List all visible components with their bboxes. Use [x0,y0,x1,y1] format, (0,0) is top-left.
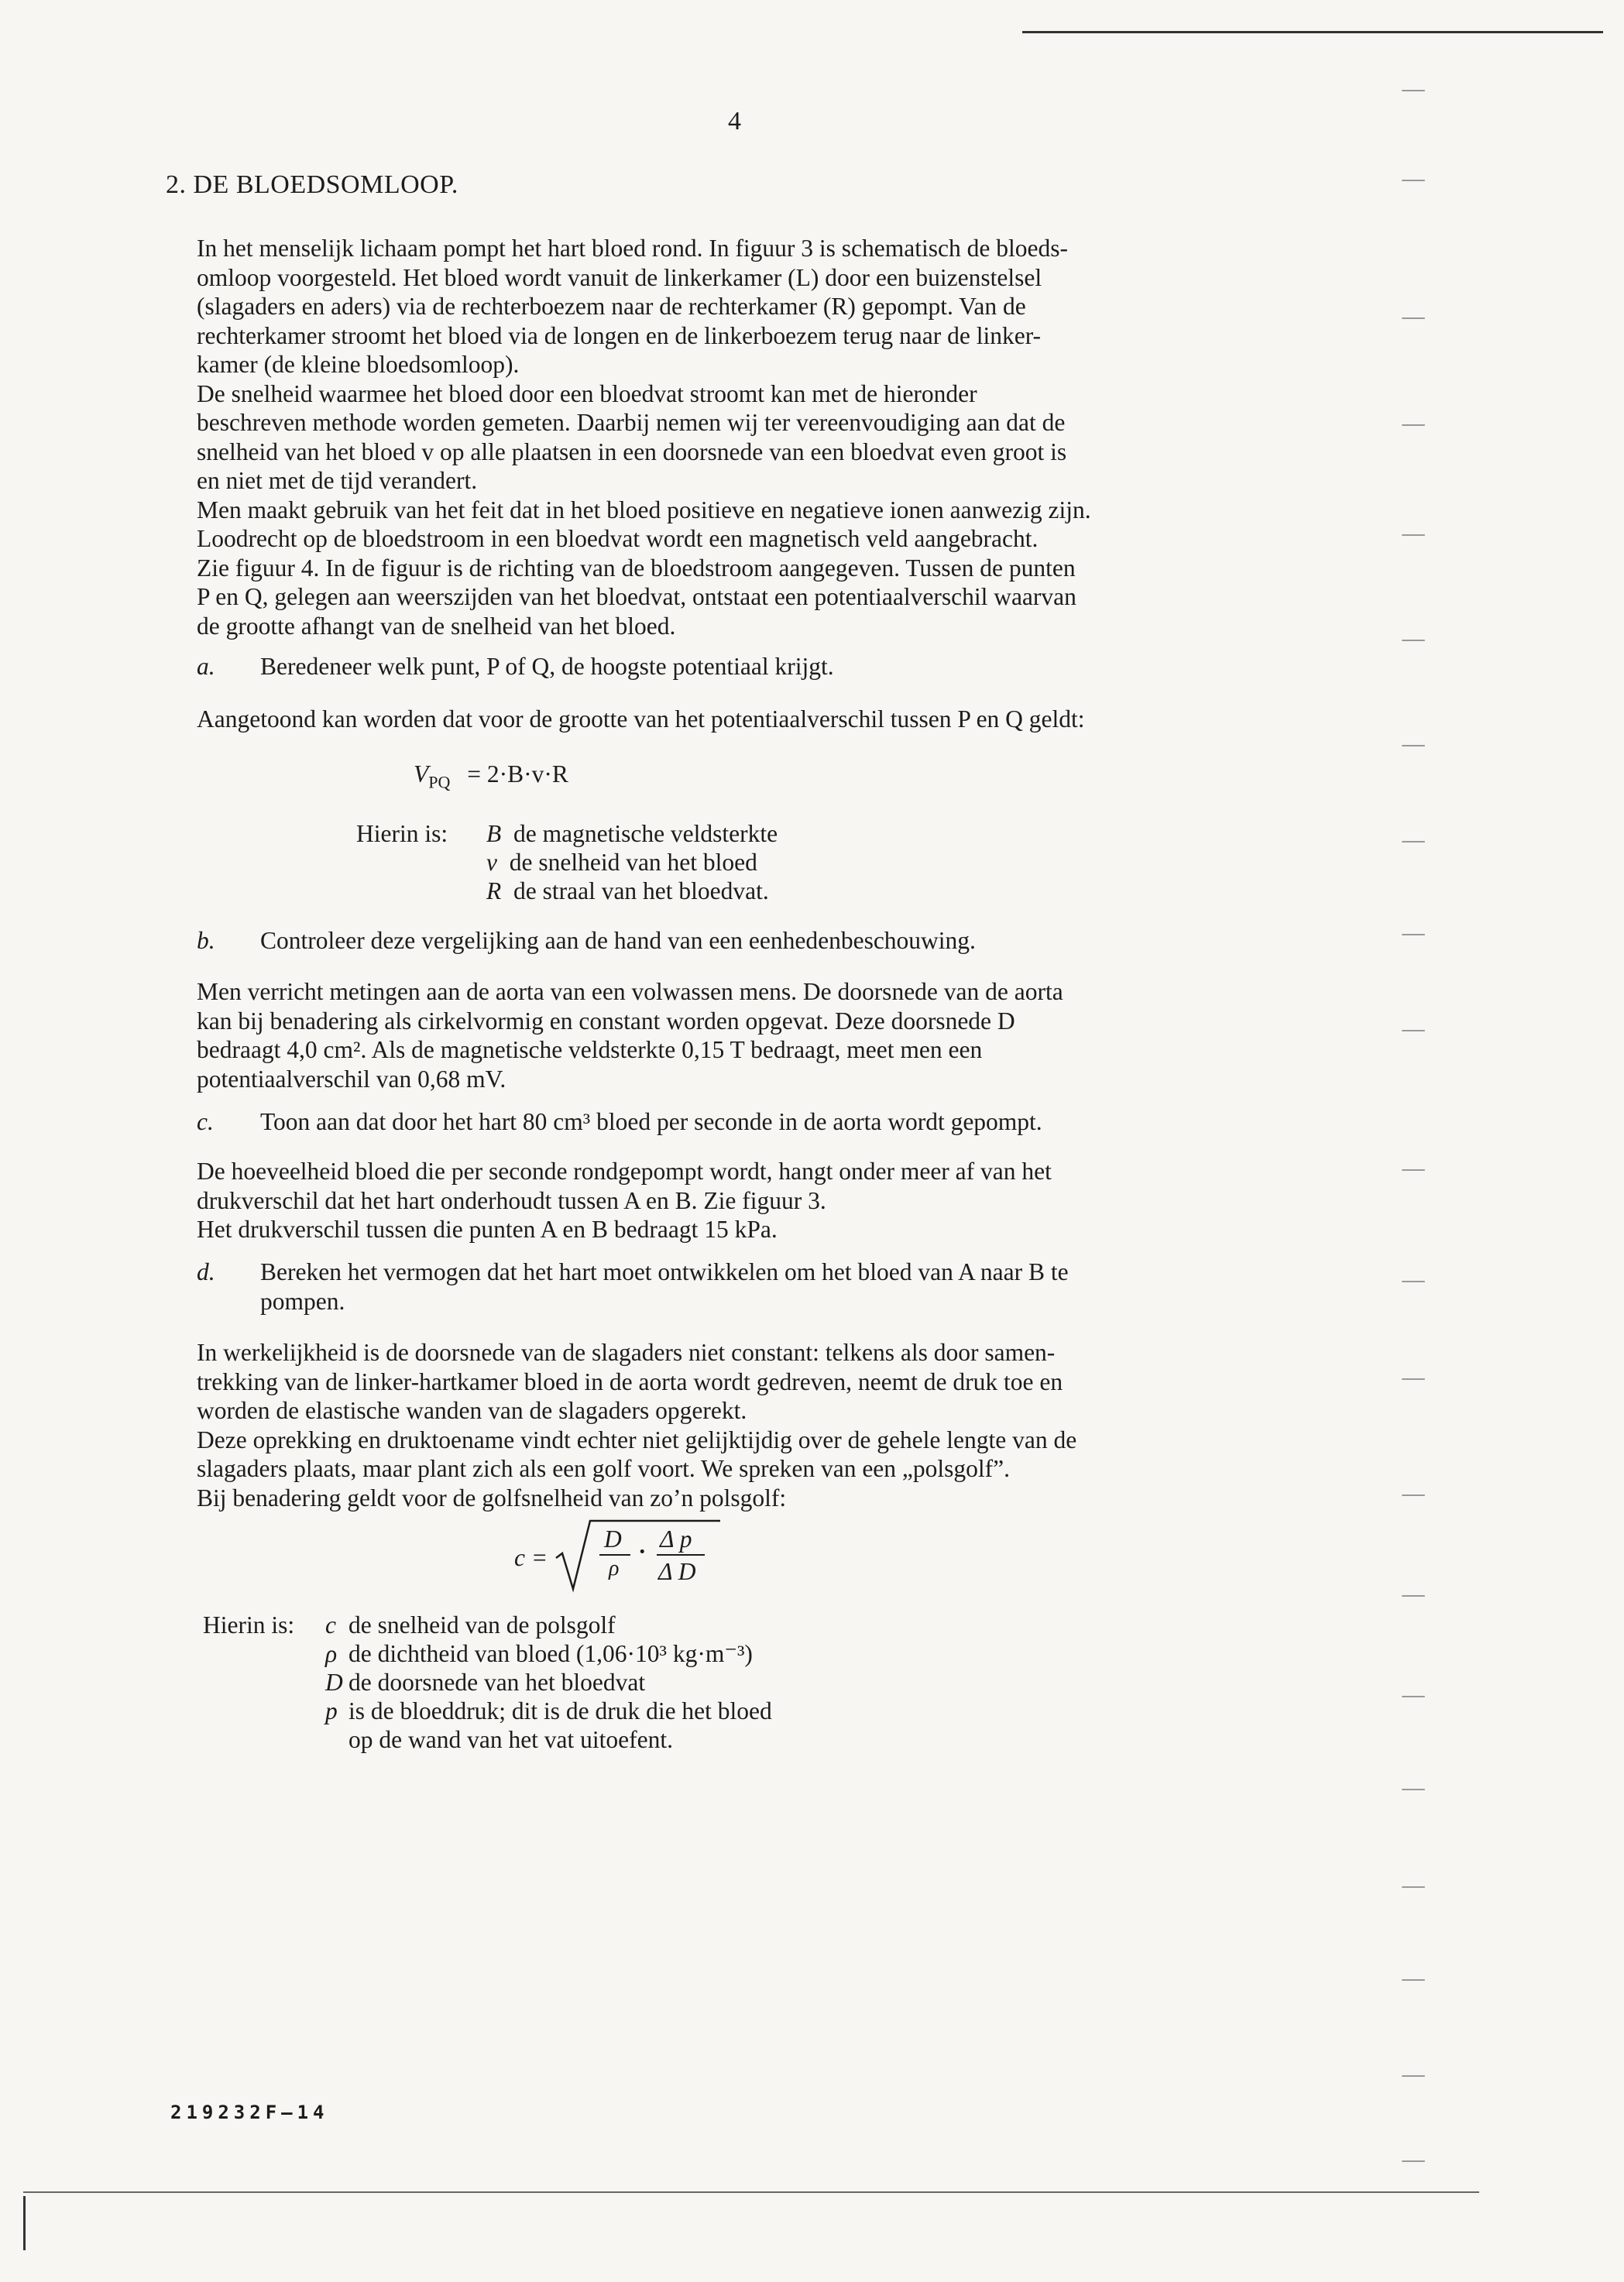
legend-symbol: D [325,1669,343,1696]
intro-paragraph [197,234,1312,640]
question-text-continued: pompen. [260,1287,345,1315]
text-line: Deze oprekking en druktoename vindt echter niet gelijktijdig over de gehele lengte van de [197,1426,1077,1453]
text-line: In het menselijk lichaam pompt het hart bloed rond. In figuur 3 is schematisch de bloeds- [197,235,1068,262]
measurement-paragraph [197,977,1312,1093]
formula-lhs: V [414,760,429,788]
legend-symbol: v [486,849,497,876]
text-line: De hoeveelheid bloed die per seconde rondgepompt wordt, hangt onder meer af van het [197,1158,1052,1185]
legend-description: de magnetische veldsterkte [513,820,778,847]
legend-symbol: R [486,877,502,904]
question-label: b. [197,927,215,954]
question-label: a. [197,653,215,680]
legend-description: de snelheid van het bloed [509,849,757,876]
text-line: In werkelijkheid is de doorsnede van de slagaders niet constant: telkens als door samen- [197,1339,1056,1366]
text-line: drukverschil dat het hart onderhoudt tussen A en B. Zie figuur 3. [197,1186,826,1214]
question-label: c. [197,1108,214,1135]
text-line: (slagaders en aders) via de rechterboezem naar de rechterkamer (R) gepompt. Van de [197,293,1026,320]
legend-symbol: p [325,1697,338,1724]
corner-mark [23,2196,26,2250]
question-text: Toon aan dat door het hart 80 cm³ bloed per seconde in de aorta wordt gepompt. [260,1108,1042,1135]
text-line: worden de elastische wanden van de slagaders opgerekt. [197,1397,747,1424]
multiply-dot: · [638,1538,647,1565]
bottom-rule [23,2191,1479,2193]
footer-code: 219232F–14 [170,2102,329,2123]
legend-description: op de wand van het vat uitoefent. [348,1726,673,1753]
text-line: Men maakt gebruik van het feit dat in het bloed positieve en negatieve ionen aanwezig zijn. [197,496,1091,523]
legend-symbol: ρ [325,1640,338,1667]
question-text: Controleer deze vergelijking aan de hand van een eenhedenbeschouwing. [260,927,976,954]
text-line: en niet met de tijd verandert. [197,467,478,494]
text-line: kamer (de kleine bloedsomloop). [197,351,520,378]
text-line: Men verricht metingen aan de aorta van een volwassen mens. De doorsnede van de aorta [197,978,1063,1005]
pressure-paragraph [197,1157,1312,1244]
page-number: 4 [728,107,741,136]
legend-description: is de bloeddruk; dit is de druk die het bloed [348,1697,772,1724]
formula-lhs: c = [514,1544,548,1571]
text-line: Het drukverschil tussen die punten A en B bedraagt 15 kPa. [197,1216,778,1243]
text-line: snelheid van het bloed v op alle plaatsen in een doorsnede van een bloedvat even groot is [197,438,1067,465]
legend-description: de straal van het bloedvat. [513,877,769,904]
legend-intro: Hierin is: [356,820,448,847]
text-line: slagaders plaats, maar plant zich als een golf voort. We spreken van een „polsgolf”. [197,1455,1011,1482]
legend-intro: Hierin is: [203,1611,295,1639]
text-line: de grootte afhangt van de snelheid van het bloed. [197,612,676,640]
proof-line: Aangetoond kan worden dat voor de grootte van het potentiaalverschil tussen P en Q geldt: [197,705,1085,733]
legend-symbol: B [486,820,502,847]
formula-lhs-subscript: PQ [428,772,451,792]
text-line: bedraagt 4,0 cm². Als de magnetische veldsterkte 0,15 T bedraagt, meet men een [197,1036,983,1063]
formula-rhs: = 2·B·v·R [467,760,568,788]
text-line: trekking van de linker-hartkamer bloed in de aorta wordt gedreven, neemt de druk toe en [197,1367,1063,1395]
formula-pulse-wave [514,1518,723,1603]
fraction-denominator: ρ [609,1556,620,1580]
question-label: d. [197,1258,215,1285]
section-title: 2. DE BLOEDSOMLOOP. [166,170,458,199]
legend-description: de dichtheid van bloed (1,06·10³ kg·m⁻³) [348,1640,753,1667]
reality-paragraph [197,1338,1312,1512]
legend-formula-1 [356,819,898,912]
fraction-denominator: Δ D [658,1558,696,1585]
text-line: De snelheid waarmee het bloed door een bloedvat stroomt kan met de hieronder [197,379,977,407]
text-line: Bij benadering geldt voor de golfsnelheid van zo’n polsgolf: [197,1484,787,1512]
text-line: rechterkamer stroomt het bloed via de longen en de linkerboezem terug naar de linker- [197,321,1042,349]
question-text: Bereken het vermogen dat het hart moet ontwikkelen om het bloed van A naar B te [260,1258,1069,1285]
text-line: kan bij benadering als cirkelvormig en constant worden opgevat. Deze doorsnede D [197,1007,1015,1035]
text-line: beschreven methode worden gemeten. Daarbij nemen wij ter vereenvoudiging aan dat de [197,409,1066,436]
text-line: potentiaalverschil van 0,68 mV. [197,1065,506,1093]
legend-description: de doorsnede van het bloedvat [348,1669,646,1696]
text-line: Zie figuur 4. In de figuur is de richting van de bloedstroom aangegeven. Tussen de punten [197,554,1076,582]
text-line: P en Q, gelegen aan weerszijden van het bloedvat, ontstaat een potentiaalverschil waarvan [197,583,1076,610]
legend-description: de snelheid van de polsgolf [348,1611,616,1639]
fraction-numerator: Δ p [660,1525,692,1553]
formula-vpq [414,760,568,792]
legend-symbol: c [325,1611,336,1639]
question-text: Beredeneer welk punt, P of Q, de hoogste potentiaal krijgt. [260,653,834,680]
fraction-numerator: D [604,1525,622,1553]
text-line: Loodrecht op de bloedstroom in een bloedvat wordt een magnetisch veld aangebracht. [197,525,1039,552]
legend-formula-2 [203,1611,977,1766]
top-rule [1022,31,1603,33]
text-line: omloop voorgesteld. Het bloed wordt vanuit de linkerkamer (L) door een buizenstelsel [197,263,1042,291]
